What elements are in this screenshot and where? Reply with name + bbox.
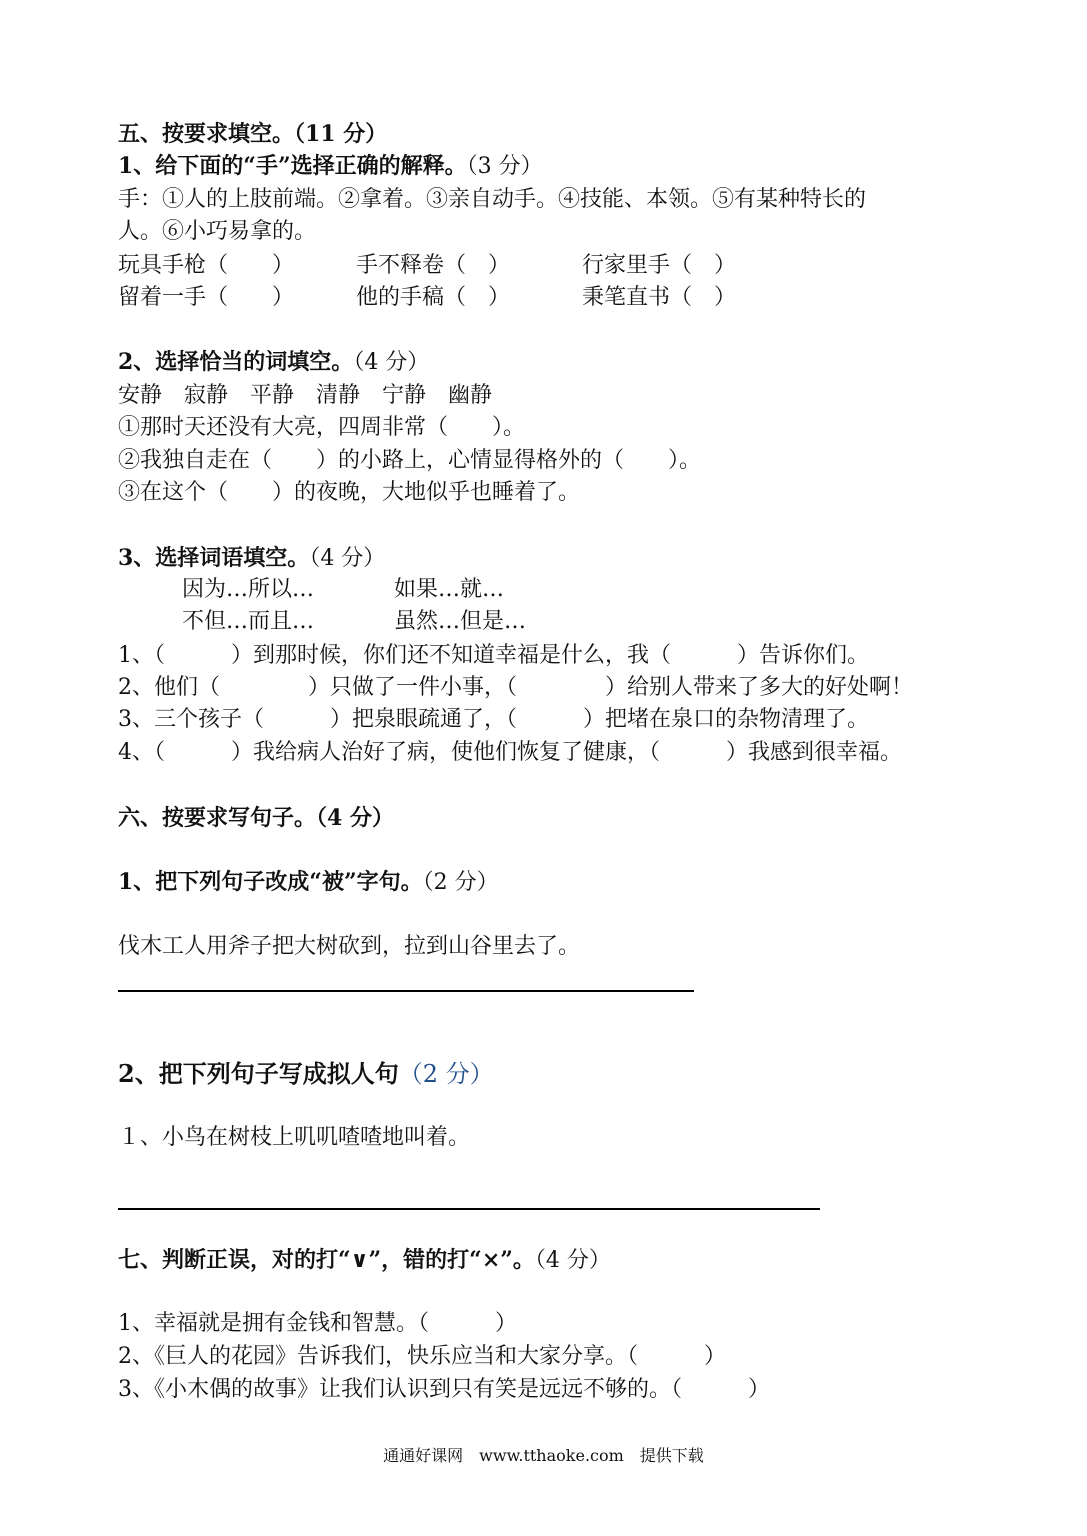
section-7-title: 七、判断正误，对的打“∨”，错的打“×”。 xyxy=(118,1247,535,1273)
s5-q2-line: ①那时天还没有大亮，四周非常（ ）。 xyxy=(118,415,526,440)
s5-q1-heading xyxy=(118,150,543,183)
s5-q3-pairs-row-1 xyxy=(182,574,504,606)
s5-q3-pair: 因为…所以… xyxy=(182,577,315,602)
s7-line: 2、《巨人的花园》告诉我们，快乐应当和大家分享。（ ） xyxy=(118,1344,726,1369)
s5-q2-line: ③在这个（ ）的夜晚，大地似乎也睡着了。 xyxy=(118,480,581,505)
s6-q2-heading xyxy=(118,1058,494,1090)
s5-q1-item: 手不释卷（ ） xyxy=(356,253,511,278)
s5-q1-items-row-2 xyxy=(118,282,736,314)
s5-q1-items-row-1 xyxy=(118,250,736,282)
s5-q1-score: （3 分） xyxy=(466,154,543,179)
s5-q3-pair: 如果…就… xyxy=(394,577,505,602)
s6-q1-heading xyxy=(118,866,499,899)
s5-q3-line: 3、三个孩子（ ）把泉眼疏通了，（ ）把堵在泉口的杂物清理了。 xyxy=(118,707,869,732)
s5-q1-item: 秉笔直书（ ） xyxy=(582,285,737,310)
section-7-heading xyxy=(118,1244,611,1277)
s7-line: 1、幸福就是拥有金钱和智慧。（ ） xyxy=(118,1311,517,1336)
s5-q2-heading xyxy=(118,346,429,379)
s5-q3-line: 2、他们（ ）只做了一件小事，（ ）给别人带来了多大的好处啊！ xyxy=(118,675,913,700)
s5-q1-item: 留着一手（ ） xyxy=(118,285,295,310)
s5-q3-pairs-row-2 xyxy=(182,606,526,638)
s5-q3-pair: 不但…而且… xyxy=(182,609,315,634)
s5-q1-definition-line-1: 手：①人的上肢前端。②拿着。③亲自动手。④技能、本领。⑤有某种特长的 xyxy=(118,187,867,212)
section-5-title: 五、按要求填空。（11 分） xyxy=(118,121,388,147)
s6-q2-sentence: １、小鸟在树枝上叽叽喳喳地叫着。 xyxy=(118,1125,471,1150)
section-7-score: （4 分） xyxy=(534,1248,611,1273)
answer-line xyxy=(118,990,694,992)
s5-q1-item: 行家里手（ ） xyxy=(582,253,737,278)
s5-q3-line: 1、（ ）到那时候，你们还不知道幸福是什么，我（ ）告诉你们。 xyxy=(118,643,869,668)
s5-q2-line: ②我独自走在（ ）的小路上，心情显得格外的（ ）。 xyxy=(118,448,702,473)
s5-q3-pair: 虽然…但是… xyxy=(394,609,527,634)
s5-q1-definition-line-2: 人。⑥小巧易拿的。 xyxy=(118,219,317,244)
s5-q1-item: 他的手稿（ ） xyxy=(356,285,511,310)
s5-q2-word-bank: 安静 寂静 平静 清静 宁静 幽静 xyxy=(118,383,493,408)
answer-line xyxy=(118,1208,820,1210)
s6-q2-score: （2 分） xyxy=(398,1060,494,1088)
s5-q1-title: 1、给下面的“手”选择正确的解释。 xyxy=(118,153,467,179)
s5-q3-score: （4 分） xyxy=(309,546,386,571)
s5-q3-heading xyxy=(118,542,385,575)
s5-q1-item: 玩具手枪（ ） xyxy=(118,253,295,278)
s6-q2-title: 2、把下列句子写成拟人句 xyxy=(118,1059,399,1088)
s5-q2-title: 2、选择恰当的词填空。 xyxy=(118,349,354,375)
footer-text: 通通好课网 www.tthaoke.com 提供下载 xyxy=(383,1446,704,1465)
s6-q1-score: （2 分） xyxy=(422,870,499,895)
s6-q1-sentence: 伐木工人用斧子把大树砍到，拉到山谷里去了。 xyxy=(118,934,581,959)
s5-q3-line: 4、（ ）我给病人治好了病，使他们恢复了健康，（ ）我感到很幸福。 xyxy=(118,740,902,765)
s5-q2-score: （4 分） xyxy=(353,350,430,375)
s6-q1-title: 1、把下列句子改成“被”字句。 xyxy=(118,869,423,895)
section-6-title: 六、按要求写句子。（4 分） xyxy=(118,805,394,831)
s7-line: 3、《小木偶的故事》让我们认识到只有笑是远远不够的。（ ） xyxy=(118,1377,770,1402)
s5-q3-title: 3、选择词语填空。 xyxy=(118,545,310,571)
